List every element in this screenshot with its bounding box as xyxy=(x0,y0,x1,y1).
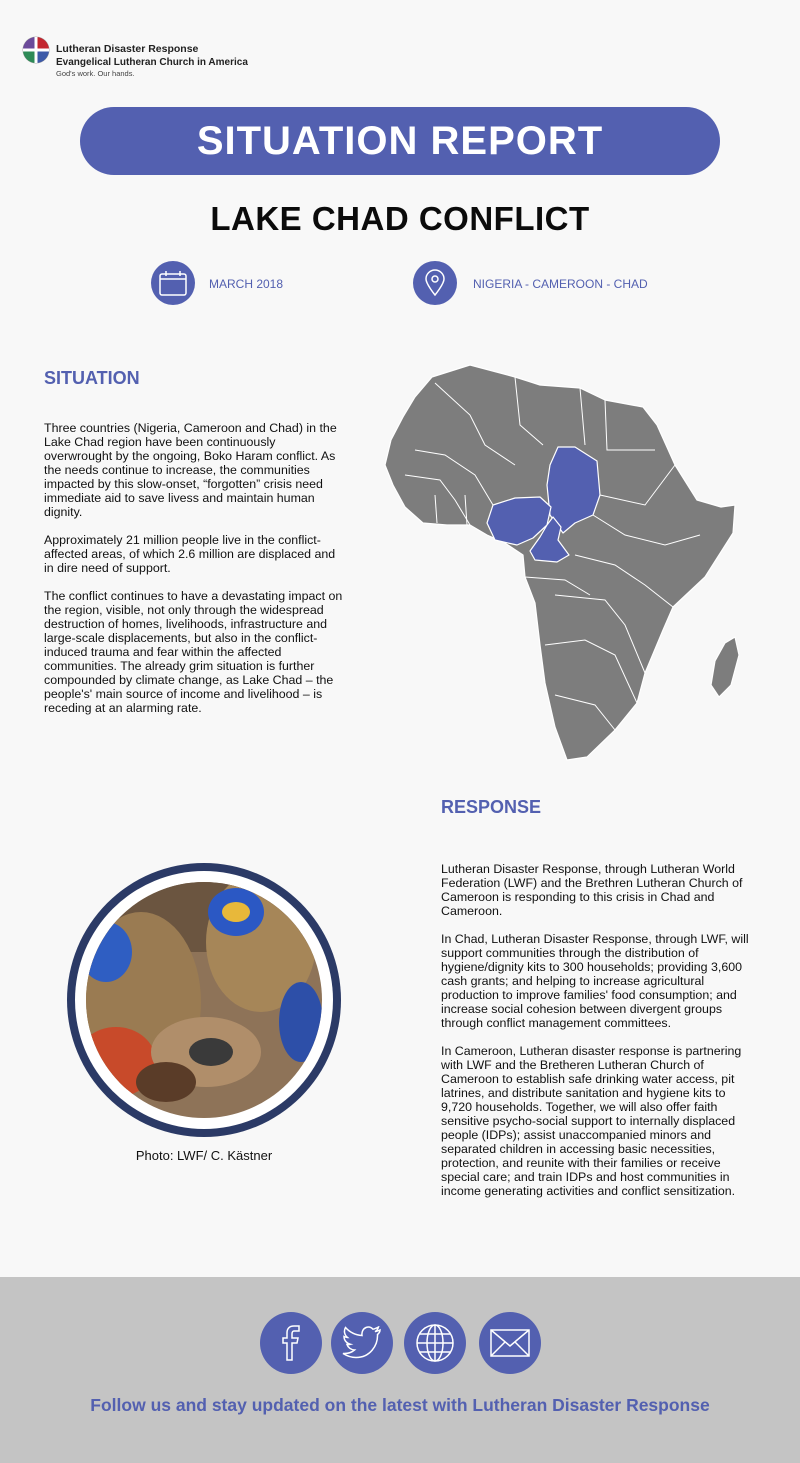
response-paragraph: Lutheran Disaster Response, through Lutheran World Federation (LWF) and the Brethren Lutheran Church of Cameroon is responding to this crisis in Chad and Cameroon. xyxy=(441,862,743,918)
madagascar-shape xyxy=(711,637,739,697)
situation-paragraph: Three countries (Nigeria, Cameroon and Chad) in the Lake Chad region have been continuously overwrought by the ongoing, Boko Haram conflict. As the needs continue to increase, the communities impacted by this slow-onset, “forgotten” crisis need immediate aid to save livess and maintain human dignity. xyxy=(44,421,337,519)
africa-continent xyxy=(385,365,735,760)
map-pin-icon xyxy=(413,261,457,305)
photo-caption: Photo: LWF/ C. Kästner xyxy=(135,1148,273,1163)
elca-logo-icon xyxy=(22,36,50,64)
footer xyxy=(0,1277,800,1463)
photo-image xyxy=(86,882,322,1118)
situation-paragraph: Approximately 21 million people live in the conflict-affected areas, of which 2.6 million are displaced and in dire need of support. xyxy=(44,533,336,575)
response-paragraph: In Chad, Lutheran Disaster Response, through LWF, will support communities through the distribution of hygiene/dignity kits to 300 households; providing 3,600 cash grants; and helping to increase agricultural production to improve families' food consumption; and increase social cohesion between divergent groups through conflict management committees. xyxy=(441,932,749,1030)
response-body xyxy=(441,862,753,1212)
report-location: NIGERIA - CAMEROON - CHAD xyxy=(473,277,648,291)
twitter-icon[interactable] xyxy=(331,1312,393,1374)
photo-frame xyxy=(67,863,341,1137)
situation-heading: SITUATION xyxy=(44,368,140,388)
tagline: God's work. Our hands. xyxy=(56,69,135,78)
mail-icon[interactable] xyxy=(479,1312,541,1374)
situation-body xyxy=(44,421,344,729)
report-date: MARCH 2018 xyxy=(209,277,284,291)
africa-map xyxy=(375,355,750,770)
page-subtitle: LAKE CHAD CONFLICT xyxy=(210,200,590,237)
calendar-icon xyxy=(151,261,195,305)
situation-paragraph: The conflict continues to have a devastating impact on the region, visible, not only through the widespread destruction of homes, livelihoods, infrastructure and large-scale displacements, but also in the conflict-induced trauma and fear within the affected communities. The already grim situation is further compounded by climate change, as Lake Chad – the people's' main source of income and livelihood – is receding at an alarming rate. xyxy=(44,589,343,715)
response-paragraph: In Cameroon, Lutheran disaster response is partnering with LWF and the Bretheren Lutheran Church of Cameroon to establish safe drinking water access, pit latrines, and distribute sanitation and hygiene kits to 9,720 households. Together, we will also offer faith sensitive psycho-social support to internally displaced people (IDPs); assist unaccompanied minors and separated children in accessing basic necessities, protection, and reunite with their families or receive special care; and train IDPs and host communities in income generating activities and conflict sensitization. xyxy=(441,1044,742,1198)
follow-text: Follow us and stay updated on the latest with Lutheran Disaster Response xyxy=(90,1395,710,1415)
org-name: Lutheran Disaster Response xyxy=(56,43,199,55)
facebook-icon[interactable] xyxy=(260,1312,322,1374)
globe-icon[interactable] xyxy=(404,1312,466,1374)
church-name: Evangelical Lutheran Church in America xyxy=(56,57,248,68)
title-banner: SITUATION REPORT xyxy=(80,107,720,175)
response-heading: RESPONSE xyxy=(441,797,542,817)
